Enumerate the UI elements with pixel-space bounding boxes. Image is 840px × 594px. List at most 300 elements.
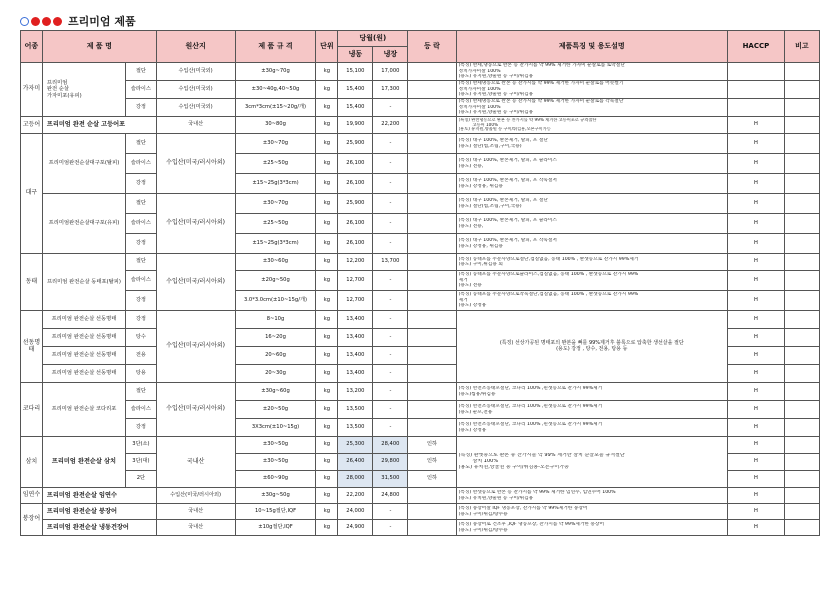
description	[456, 401, 727, 419]
note	[784, 520, 819, 536]
price-chilled: 31,500	[373, 471, 408, 488]
header-chilled: 냉장	[373, 47, 408, 63]
price-frozen: 13,400	[338, 311, 373, 329]
haccp: H	[727, 347, 784, 365]
red-circle-icon	[53, 17, 62, 26]
unit: kg	[316, 174, 338, 194]
origin: 수입산(미국외)	[156, 81, 235, 99]
description	[456, 174, 727, 194]
origin: 국내산	[156, 437, 235, 488]
haccp: H	[727, 311, 784, 329]
rank	[408, 291, 456, 311]
haccp: H	[727, 254, 784, 271]
rank	[408, 81, 456, 99]
price-frozen: 15,400	[338, 99, 373, 117]
description	[456, 383, 727, 401]
origin: 수입산(미국/러시아외)	[156, 383, 235, 437]
description	[456, 214, 727, 234]
cut-type: 2단	[126, 471, 157, 488]
haccp: H	[727, 454, 784, 471]
note	[784, 271, 819, 291]
rank	[408, 254, 456, 271]
origin: 국내산	[156, 504, 235, 520]
rank	[408, 504, 456, 520]
desc-line: 정치가자미살 100%	[458, 68, 501, 74]
desc-line: (특징) 동태포를 주문사양으로슬라이스,껍질없음, 동태 100% , 뫈셋등으로 잔가시 99%	[458, 272, 639, 278]
haccp: H	[727, 401, 784, 419]
product-name: 프리미엄 완전순살 붕장어	[42, 504, 156, 520]
haccp: H	[727, 419, 784, 437]
cut-type: 탕용	[126, 365, 157, 383]
desc-line: (용도) 전용,	[458, 163, 484, 169]
desc-line: (특징) 동태포를 주문사양으로절단,껍질없음, 동태 100% , 뫈셋등으로 잔가시 99%제거	[458, 256, 639, 262]
cut-type: 강정	[126, 311, 157, 329]
unit: kg	[316, 520, 338, 536]
spec: 20~30g	[235, 365, 316, 383]
desc-line: (용도) 순포,전용	[458, 409, 493, 415]
price-frozen: 13,200	[338, 383, 373, 401]
spec: 8~10g	[235, 311, 316, 329]
origin: 수입산(미국/러시아외)	[156, 254, 235, 311]
product-table	[20, 30, 820, 536]
spec: ±25~50g	[235, 154, 316, 174]
rank	[408, 154, 456, 174]
table-row	[21, 174, 820, 194]
price-chilled: -	[373, 401, 408, 419]
description	[456, 117, 727, 134]
desc-line: (용도) 구이,튀김용 외	[458, 262, 503, 267]
desc-line: (용도) 유치원,양울원 등 구이/튀김용	[458, 495, 534, 501]
haccp: H	[727, 214, 784, 234]
haccp	[727, 99, 784, 117]
spec: ±30~50g	[235, 437, 316, 454]
group-label: 임연수	[21, 488, 43, 504]
haccp	[727, 63, 784, 81]
desc-line: (용도) 강정용	[458, 303, 487, 309]
price-chilled: -	[373, 383, 408, 401]
note	[784, 234, 819, 254]
origin: 수입산(미국외)	[156, 99, 235, 117]
header-unit: 단위	[316, 31, 338, 63]
origin: 수입산(미국외)	[156, 63, 235, 81]
desc-line: (특징) 완셰냉동으로 완본 등 잔가시를 약 99% 제거한 가자미 순살로를 어슷썰기	[458, 81, 624, 87]
cut-type: 절단	[126, 254, 157, 271]
product-name: 프리미엄완전순살대구포(탈피)	[42, 134, 125, 194]
price-chilled: -	[373, 504, 408, 520]
desc-line: (특징) 완셰냉동으로 완본 등 잔가시를 약 99% 제거한 가자미 순살로를 각둑절단	[458, 99, 624, 105]
note	[784, 117, 819, 134]
header-name: 제 품 명	[42, 31, 156, 63]
unit: kg	[316, 311, 338, 329]
desc-line: 고등어 100%	[472, 122, 498, 127]
group-label: 동태	[21, 254, 43, 311]
group-label: 가자미	[21, 63, 43, 117]
note	[784, 154, 819, 174]
origin: 국내산	[156, 117, 235, 134]
note	[784, 99, 819, 117]
table-row	[21, 437, 820, 454]
product-name: 프리미엄 완전순살 선동명태	[42, 311, 125, 329]
rank	[408, 99, 456, 117]
desc-line: (용도)찜용/튀김용	[458, 391, 496, 397]
rank	[408, 311, 456, 329]
description	[456, 271, 727, 291]
table-row	[21, 81, 820, 99]
cut-type: 슬라이스	[126, 401, 157, 419]
table-row	[21, 154, 820, 174]
desc-line: (특징) 완전조동태포절단, 코다리 100% ,핀셋등으로 잔가시 99%제거	[458, 404, 603, 410]
spec: 20~60g	[235, 347, 316, 365]
price-chilled: 13,700	[373, 254, 408, 271]
table-row	[21, 488, 820, 504]
desc-line: 정치가자미살 100%	[458, 86, 501, 92]
price-chilled: 24,800	[373, 488, 408, 504]
title-bar	[20, 14, 136, 28]
price-frozen: 26,100	[338, 154, 373, 174]
rank	[408, 520, 456, 536]
price-chilled: -	[373, 291, 408, 311]
unit: kg	[316, 134, 338, 154]
description	[456, 81, 727, 99]
unit: kg	[316, 99, 338, 117]
product-name: 프리미엄 완전순살 삼치	[42, 437, 125, 488]
description	[456, 134, 727, 154]
spec: ±30g~50g	[235, 488, 316, 504]
price-frozen: 24,900	[338, 520, 373, 536]
spec: ±15~25g(3*3cm)	[235, 234, 316, 254]
haccp: H	[727, 174, 784, 194]
spec: ±30~70g	[235, 134, 316, 154]
table-row	[21, 254, 820, 271]
description	[456, 254, 727, 271]
haccp: H	[727, 365, 784, 383]
spec: ±30~70g	[235, 194, 316, 214]
unit: kg	[316, 194, 338, 214]
desc-line: (특징) 완셋등으로 완본 등 잔가시를 약 99% 제거한 삼치 순살포를 규격절단	[458, 453, 625, 459]
group-label: 삼치	[21, 437, 43, 488]
red-circle-icon	[31, 17, 40, 26]
description	[456, 504, 727, 520]
desc-line: (특징) 붕장어살 IQF 냉동포장, 잔가시를 약 99%제거한 붕장어	[458, 506, 588, 512]
haccp: H	[727, 329, 784, 347]
desc-line: (용도) 유치원,양울원 등 구이/튀김용-오븐구이가능	[458, 464, 569, 470]
unit: kg	[316, 365, 338, 383]
note	[784, 311, 819, 329]
desc-line: (용도) 구이/튀김/탕수용	[458, 511, 508, 517]
price-chilled: -	[373, 365, 408, 383]
desc-line: (특징) 완셋등으로 완본 등 잔가시를 약 99% 제거한 임연수, 임연수어 100%	[458, 490, 616, 496]
description	[456, 63, 727, 81]
price-chilled: -	[373, 234, 408, 254]
haccp: H	[727, 194, 784, 214]
price-chilled: 29,800	[373, 454, 408, 471]
spec: ±60~90g	[235, 471, 316, 488]
cut-type: 절단	[126, 134, 157, 154]
description	[456, 520, 727, 536]
price-frozen: 13,400	[338, 347, 373, 365]
desc-line: 삼치 100%	[472, 459, 499, 465]
desc-line: (특징) 대구 100%, 뫈본제거, 탈피, 포 절단	[458, 198, 548, 204]
price-frozen: 24,000	[338, 504, 373, 520]
group-label: 대구	[21, 134, 43, 254]
note	[784, 437, 819, 454]
table-row	[21, 504, 820, 520]
desc-line: (특징) 완셰,냉동으로 완본 등 잔가시를 약 99% 제거한 가자미 순살로를 토막절단	[458, 63, 625, 69]
note	[784, 347, 819, 365]
price-frozen: 12,200	[338, 254, 373, 271]
haccp: H	[727, 154, 784, 174]
note	[784, 365, 819, 383]
header-frozen: 냉동	[338, 47, 373, 63]
origin: 수입산(미국/러시아외)	[156, 194, 235, 254]
desc-line: (용도) 강정용, 튀김용	[458, 243, 503, 249]
rank	[408, 383, 456, 401]
rank	[408, 488, 456, 504]
haccp: H	[727, 437, 784, 454]
note	[784, 291, 819, 311]
price-chilled: -	[373, 271, 408, 291]
table-row	[21, 214, 820, 234]
product-name-line: 가자미포(유피)	[46, 92, 82, 99]
cut-type: 절단	[126, 63, 157, 81]
table-row	[21, 99, 820, 117]
product-name: 프리미엄 완전 순살 고등어포	[42, 117, 156, 134]
desc-line: (특징) 완전냉동으로 완본 등 잔가시를 약 99% 제거한 고등어포로 규격절단	[458, 117, 597, 122]
desc-line: 제거	[458, 297, 468, 303]
product-name: 프리미엄 완전순살 선동명태	[42, 347, 125, 365]
haccp: H	[727, 291, 784, 311]
note	[784, 174, 819, 194]
table-row	[21, 419, 820, 437]
unit: kg	[316, 254, 338, 271]
cut-type: 강정	[126, 174, 157, 194]
table-row	[21, 520, 820, 536]
price-chilled: 22,200	[373, 117, 408, 134]
product-name: 프리미엄완전순살대구포(유피)	[42, 194, 125, 254]
desc-line: (특징) 대구 100%, 뫈본제거, 탈피, 포 절단	[458, 138, 548, 144]
unit: kg	[316, 329, 338, 347]
note	[784, 329, 819, 347]
product-name	[42, 63, 125, 117]
product-name: 프리미엄 완전순살 코다리포	[42, 383, 125, 437]
header-note: 비고	[784, 31, 819, 63]
description	[456, 311, 727, 383]
price-chilled: -	[373, 174, 408, 194]
desc-line: (특징) 대구 100%, 뫈본제거, 탈피, 포 작둑절저	[458, 238, 557, 244]
desc-line: (용도) 강정 , 탕수, 전용, 탕용 등	[556, 345, 628, 352]
origin: 수입산(미국/러시아외)	[156, 311, 235, 383]
unit: kg	[316, 401, 338, 419]
cut-type: 슬라이스	[126, 81, 157, 99]
desc-line: (용도) 절단(찜,조림,구이,국용)	[458, 143, 522, 149]
header-desc: 제품특징 및 용도설명	[456, 31, 727, 63]
group-label: 선동명태	[21, 311, 43, 383]
price-chilled: -	[373, 329, 408, 347]
desc-line: (특징) 동태포를 주문사양으로작둑절단,껍질없음, 동태 100% , 뫈셋등으로 잔가시 99%	[458, 292, 639, 298]
rank	[408, 329, 456, 347]
rank	[408, 134, 456, 154]
desc-line: (특징) 완전조동태포절단, 코다리 100% ,핀셋등으로 잔가시 99%제거	[458, 422, 603, 428]
note	[784, 81, 819, 99]
price-frozen: 15,400	[338, 81, 373, 99]
cut-type: 3단(대)	[126, 454, 157, 471]
table-row	[21, 311, 820, 329]
desc-line: 제거	[458, 277, 468, 283]
header-spec: 제 품 규 격	[235, 31, 316, 63]
haccp: H	[727, 504, 784, 520]
spec: ±15~25g(3*3cm)	[235, 174, 316, 194]
price-frozen: 25,900	[338, 134, 373, 154]
cut-type: 강정	[126, 99, 157, 117]
description	[456, 488, 727, 504]
desc-line: (특징) 대구 100%, 뫈본제거, 탈피, 포 작둑절저	[458, 178, 557, 184]
desc-line: (용도) 강정용	[458, 427, 487, 433]
haccp: H	[727, 383, 784, 401]
spec: 3.0*3.0cm(±10~15g/개)	[235, 291, 316, 311]
table-row	[21, 271, 820, 291]
note	[784, 194, 819, 214]
table-row	[21, 134, 820, 154]
note	[784, 419, 819, 437]
description	[456, 419, 727, 437]
price-frozen: 26,100	[338, 234, 373, 254]
spec: 30~80g	[235, 117, 316, 134]
rank	[408, 365, 456, 383]
group-label: 코다리	[21, 383, 43, 437]
cut-type: 3단(소)	[126, 437, 157, 454]
spec: ±30g~60g	[235, 383, 316, 401]
desc-line: (용도) 구이/튀김/탕수용	[458, 527, 508, 533]
desc-line: (특징) 대구 100%, 뫈본제거, 탈피, 포 슬라이스	[458, 158, 557, 164]
haccp: H	[727, 520, 784, 536]
header-origin: 원산지	[156, 31, 235, 63]
rank	[408, 419, 456, 437]
price-frozen: 13,400	[338, 365, 373, 383]
page-title: 프리미엄 제품	[68, 15, 136, 28]
unit: kg	[316, 154, 338, 174]
cut-type: 전용	[126, 347, 157, 365]
price-chilled: -	[373, 347, 408, 365]
table-row	[21, 117, 820, 134]
price-chilled: -	[373, 214, 408, 234]
desc-line: (특징) 붕장어로 건조후 ,IQF 냉동포장, 잔가시를 약 99%제거한 붕장어	[458, 522, 604, 528]
price-chilled: 28,400	[373, 437, 408, 454]
price-frozen: 13,500	[338, 401, 373, 419]
haccp: H	[727, 234, 784, 254]
note	[784, 471, 819, 488]
desc-line: (용도) 유지원,양울원 등 구이/튀김용,오븐구이가능	[458, 127, 551, 132]
spec: 16~20g	[235, 329, 316, 347]
product-name-line: 프리미엄	[46, 80, 68, 87]
unit: kg	[316, 81, 338, 99]
origin: 수입산(미국/러시아외)	[156, 134, 235, 194]
desc-line: (용도) 강정용, 튀김용	[458, 183, 503, 189]
note	[784, 504, 819, 520]
header-group: 어종	[21, 31, 43, 63]
spec: ±30g~70g	[235, 63, 316, 81]
description	[456, 99, 727, 117]
price-chilled: 17,000	[373, 63, 408, 81]
price-chilled: -	[373, 419, 408, 437]
note	[784, 454, 819, 471]
spec: ±30~50g	[235, 454, 316, 471]
product-name: 프리미엄 완전순살 냉동건장어	[42, 520, 156, 536]
rank	[408, 401, 456, 419]
price-chilled: -	[373, 134, 408, 154]
cut-type: 슬라이스	[126, 271, 157, 291]
table-row	[21, 291, 820, 311]
rank: 인하	[408, 454, 456, 471]
desc-line: (용도) 유지원,양울원 등 구이/튀김용	[458, 92, 534, 98]
table-row	[21, 234, 820, 254]
desc-line: (특징) 완전조동태포절단, 코다리 100% ,핀셋등으로 잔가시 99%제거	[458, 386, 603, 392]
product-name: 프리미엄 완전순살 선동명태	[42, 365, 125, 383]
rank: 인하	[408, 471, 456, 488]
note	[784, 488, 819, 504]
haccp: H	[727, 471, 784, 488]
rank	[408, 63, 456, 81]
spec: ±30~40g,40~50g	[235, 81, 316, 99]
unit: kg	[316, 234, 338, 254]
haccp: H	[727, 271, 784, 291]
price-frozen: 26,400	[338, 454, 373, 471]
haccp: H	[727, 488, 784, 504]
cut-type: 강정	[126, 419, 157, 437]
unit: kg	[316, 437, 338, 454]
cut-type: 슬라이스	[126, 154, 157, 174]
unit: kg	[316, 488, 338, 504]
desc-line: (특징) 선상가공된 명태포의 뫈본을 뼈를 99%제거후 블록으로 압축한 생선살을 절단	[499, 339, 684, 346]
desc-line: (용도) 절단(찜,조림,구이,국용)	[458, 203, 522, 209]
price-chilled: -	[373, 99, 408, 117]
note	[784, 214, 819, 234]
price-frozen: 13,400	[338, 329, 373, 347]
note	[784, 63, 819, 81]
blue-circle-icon	[20, 17, 29, 26]
haccp: H	[727, 117, 784, 134]
unit: kg	[316, 291, 338, 311]
rank	[408, 271, 456, 291]
haccp	[727, 81, 784, 99]
rank	[408, 194, 456, 214]
rank	[408, 347, 456, 365]
product-name: 프리미엄 완전순살 선동명태	[42, 329, 125, 347]
haccp: H	[727, 134, 784, 154]
desc-line: (용도) 유지원,양울원 등 구이/튀김용	[458, 110, 534, 116]
unit: kg	[316, 504, 338, 520]
product-name-line: 완전 순살	[46, 86, 70, 93]
note	[784, 254, 819, 271]
desc-line: 정치가자미살 100%	[458, 104, 501, 110]
price-chilled: 17,300	[373, 81, 408, 99]
cut-type: 강정	[126, 234, 157, 254]
desc-line: (용도) 전용	[458, 283, 482, 289]
price-frozen: 12,700	[338, 271, 373, 291]
unit: kg	[316, 214, 338, 234]
description	[456, 194, 727, 214]
cut-type: 강정	[126, 291, 157, 311]
table-row	[21, 383, 820, 401]
price-frozen: 26,100	[338, 214, 373, 234]
description	[456, 234, 727, 254]
desc-line: (용도) 전용,	[458, 223, 484, 229]
unit: kg	[316, 63, 338, 81]
cut-type: 탕수	[126, 329, 157, 347]
spec: 3X3cm(±10~15g)	[235, 419, 316, 437]
desc-line: (용도) 유지원,양울원 등 구이/튀김용	[458, 74, 534, 80]
product-name: 프리미엄 완전순살 임연수	[42, 488, 156, 504]
unit: kg	[316, 117, 338, 134]
